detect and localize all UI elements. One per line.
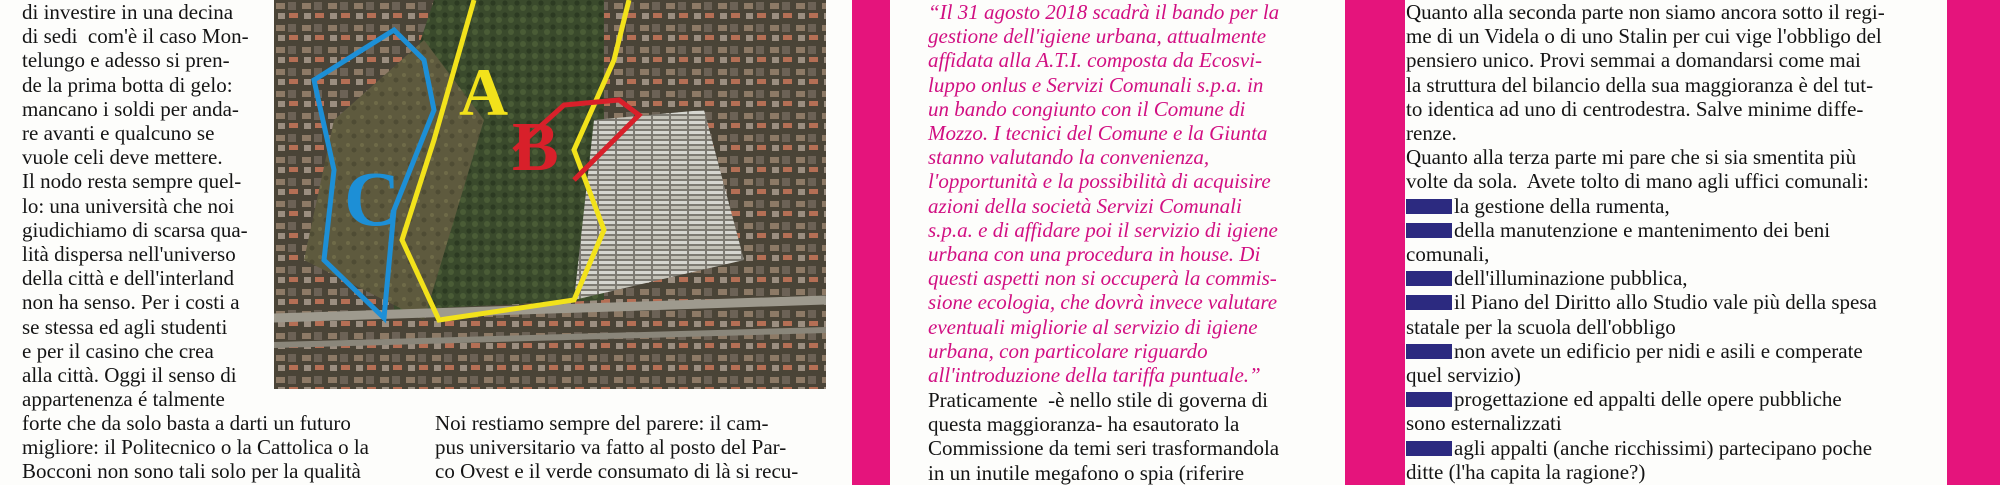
text-line: s.p.a. e di affidare poi il servizio di igiene bbox=[928, 217, 1278, 242]
text-line: stanno valutando la convenienza, bbox=[928, 145, 1210, 170]
aerial-map-photo bbox=[274, 0, 826, 389]
text-line: Commissione da temi seri trasformandola bbox=[928, 436, 1280, 461]
bullet-continuation: ditte (l'ha capita la ragione?) bbox=[1406, 459, 1646, 484]
text-line: pensiero unico. Provi semmai a domandarsi come mai bbox=[1406, 48, 1861, 73]
bullet-item bbox=[1406, 194, 1946, 218]
bullet-item bbox=[1406, 436, 1946, 460]
text-line: lo: una università che noi bbox=[22, 193, 235, 218]
text-line: della città e dell'interland bbox=[22, 266, 234, 291]
text-line: un bando congiunto con il Comune di bbox=[928, 96, 1246, 121]
text-line: Mozzo. I tecnici del Comune e la Giunta bbox=[928, 121, 1268, 146]
bullet-marker bbox=[1406, 392, 1452, 407]
text-line: Quanto alla seconda parte non siamo ancora sotto il regi- bbox=[1406, 0, 1885, 24]
zone-label-c: C bbox=[344, 155, 401, 242]
text-line: “Il 31 agosto 2018 scadrà il bando per la bbox=[928, 0, 1280, 24]
text-line: questa maggioranza- ha esautorato la bbox=[928, 412, 1240, 437]
text-line: l'opportunità e la possibilità di acquisire bbox=[928, 169, 1271, 194]
text-line: appartenenza é talmente bbox=[22, 387, 225, 412]
text-line: vuole celi deve mettere. bbox=[22, 145, 223, 170]
bullet-text: agli appalti (anche ricchissimi) partecipano poche bbox=[1454, 435, 1873, 460]
text-line: Praticamente -è nello stile di governa di bbox=[928, 388, 1268, 412]
bullet-item bbox=[1406, 339, 1946, 363]
text-line: affidata alla A.T.I. composta da Ecosvi- bbox=[928, 48, 1263, 73]
text-line: e per il casino che crea bbox=[22, 338, 214, 363]
text-line: re avanti e qualcuno se bbox=[22, 121, 215, 146]
bullet-marker bbox=[1406, 344, 1452, 359]
text-line: se stessa ed agli studenti bbox=[22, 314, 228, 339]
text-line: volte da sola. Avete tolto di mano agli uffici comunali: bbox=[1406, 169, 1869, 194]
bullet-text: dell'illuminazione pubblica, bbox=[1454, 266, 1688, 291]
bullet-item bbox=[1406, 266, 1946, 290]
pink-divider-bar bbox=[852, 0, 890, 485]
text-line: non ha senso. Per i costi a bbox=[22, 290, 240, 315]
bullet-marker bbox=[1406, 271, 1452, 286]
article-column-right bbox=[1406, 0, 1946, 484]
text-line: migliore: il Politecnico o la Cattolica o la bbox=[22, 435, 370, 460]
text-line: giudichiamo di scarsa qua- bbox=[22, 217, 248, 242]
text-line: all'introduzione della tariffa puntuale.” bbox=[928, 363, 1261, 388]
text-line: lità dispersa nell'universo bbox=[22, 242, 236, 267]
article-column-left-wide bbox=[22, 411, 412, 484]
bullet-text: il Piano del Diritto allo Studio vale più della spesa bbox=[1454, 290, 1877, 315]
bullet-marker bbox=[1406, 295, 1452, 310]
bullet-text: della manutenzione e mantenimento dei beni bbox=[1454, 217, 1831, 242]
bullet-marker bbox=[1406, 199, 1452, 214]
bullet-continuation: quel servizio) bbox=[1406, 363, 1521, 388]
bullet-item bbox=[1406, 387, 1946, 411]
bullet-continuation: statale per la scuola dell'obbligo bbox=[1406, 314, 1676, 339]
pink-divider-bar bbox=[1947, 0, 2000, 485]
text-line: la struttura del bilancio della sua maggioranza è del tut- bbox=[1406, 72, 1874, 97]
photo-adjacent-text bbox=[435, 411, 830, 484]
text-line: Quanto alla terza parte mi pare che si sia smentita più bbox=[1406, 145, 1857, 170]
aerial-photo-svg bbox=[274, 0, 826, 389]
text-line: Bocconi non sono tali solo per la qualità bbox=[22, 459, 361, 484]
pink-divider-bar bbox=[1345, 0, 1405, 485]
text-line: urbana, con particolare riguardo bbox=[928, 338, 1208, 363]
text-line: renze. bbox=[1406, 121, 1457, 146]
magenta-quote bbox=[928, 0, 1348, 387]
bullet-item bbox=[1406, 218, 1946, 242]
text-line: di investire in una decina bbox=[22, 0, 234, 24]
text-line: eventuali migliorie al servizio di igiene bbox=[928, 314, 1258, 339]
text-line: azioni della società Servizi Comunali bbox=[928, 193, 1242, 218]
text-line: in un inutile megafono o spia (riferire bbox=[928, 460, 1245, 485]
zone-label-a: A bbox=[459, 54, 509, 130]
text-line: pus universitario va fatto al posto del Par- bbox=[435, 435, 787, 460]
bullet-text: non avete un edificio per nidi e asili e comperate bbox=[1454, 338, 1863, 363]
text-line: sione ecologia, che dovrà invece valutare bbox=[928, 290, 1278, 315]
text-line: mancano i soldi per anda- bbox=[22, 96, 239, 121]
article-column-middle bbox=[928, 388, 1348, 485]
text-line: luppo onlus e Servizi Comunali s.p.a. in bbox=[928, 72, 1264, 97]
article-column-left bbox=[22, 0, 277, 411]
text-line: de la prima botta di gelo: bbox=[22, 72, 233, 97]
text-line: Noi restiamo sempre del parere: il cam- bbox=[435, 411, 769, 435]
text-line: co Ovest e il verde consumato di là si recu- bbox=[435, 459, 799, 484]
bullet-text: progettazione ed appalti delle opere pubbliche bbox=[1454, 387, 1842, 412]
text-line: to identica ad uno di centrodestra. Salve minime diffe- bbox=[1406, 96, 1864, 121]
text-line: di sedi com'è il caso Mon- bbox=[22, 24, 249, 49]
text-line: Il nodo resta sempre quel- bbox=[22, 169, 242, 194]
bullet-item bbox=[1406, 290, 1946, 314]
bullet-continuation: comunali, bbox=[1406, 242, 1490, 267]
bullet-continuation: sono esternalizzati bbox=[1406, 411, 1562, 436]
text-line: forte che da solo basta a darti un futuro bbox=[22, 411, 351, 435]
text-line: telungo e adesso si pren- bbox=[22, 48, 230, 73]
text-line: questi aspetti non si occuperà la commis- bbox=[928, 266, 1277, 291]
text-line: urbana con una procedura in house. Di bbox=[928, 242, 1261, 267]
text-line: alla città. Oggi il senso di bbox=[22, 363, 237, 388]
zone-label-b: B bbox=[512, 109, 559, 186]
bullet-marker bbox=[1406, 441, 1452, 456]
bullet-text: la gestione della rumenta, bbox=[1454, 193, 1670, 218]
text-line: me di un Videla o di uno Stalin per cui vige l'obbligo del bbox=[1406, 24, 1882, 49]
text-line: gestione dell'igiene urbana, attualmente bbox=[928, 24, 1267, 49]
bullet-marker bbox=[1406, 223, 1452, 238]
